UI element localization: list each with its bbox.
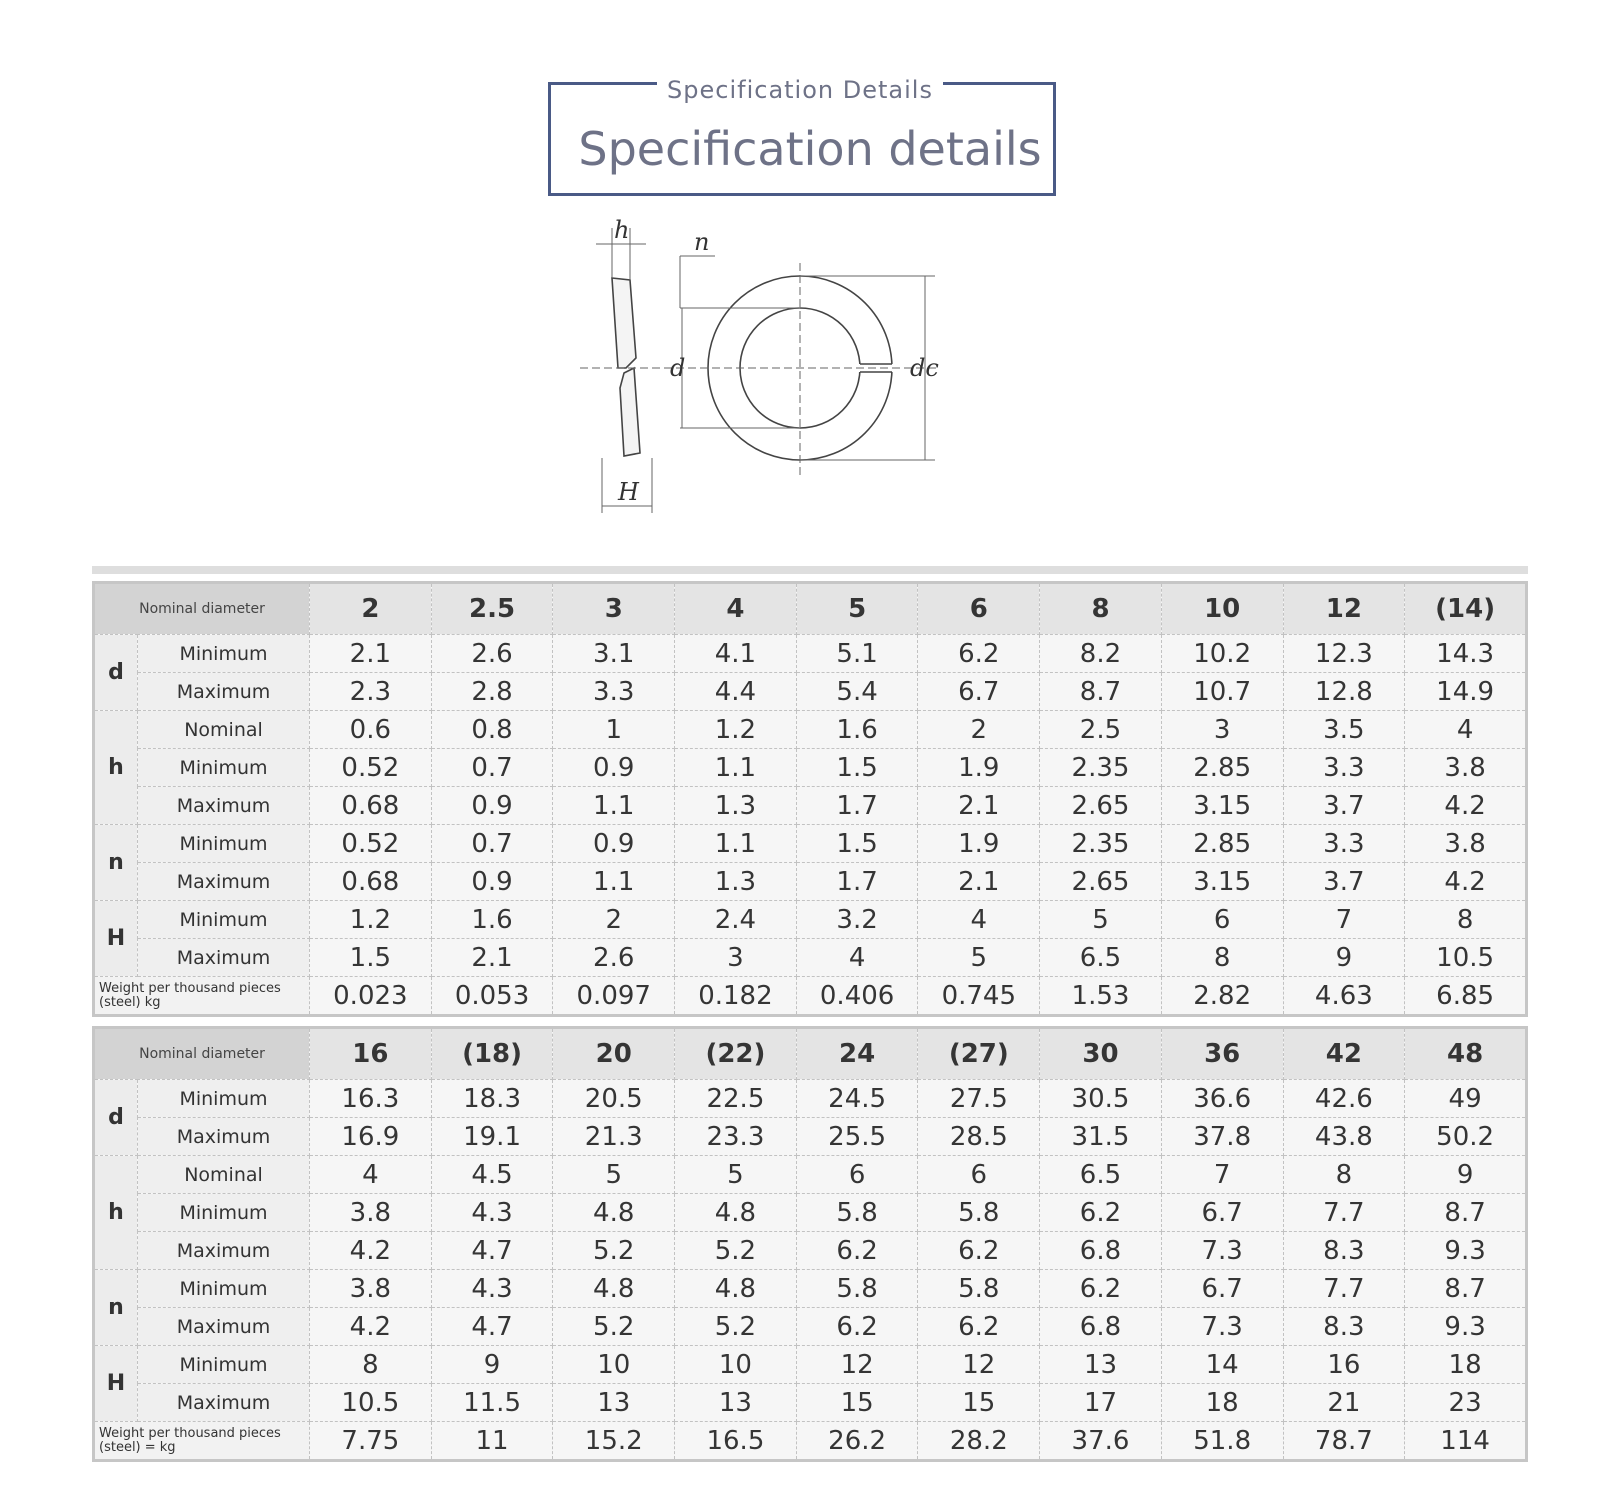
value-cell: 4.5	[431, 1156, 553, 1194]
value-cell: 7	[1283, 901, 1405, 939]
value-cell: 14.9	[1405, 673, 1527, 711]
value-cell: 5.8	[796, 1194, 918, 1232]
row-h-nominal	[94, 1156, 1527, 1194]
value-cell: 49	[1405, 1080, 1527, 1118]
value-cell: 12	[918, 1346, 1040, 1384]
value-cell: 9	[431, 1346, 553, 1384]
sub-label-maximum: Maximum	[138, 863, 310, 901]
value-cell: 18.3	[431, 1080, 553, 1118]
row-n-maximum	[94, 863, 1527, 901]
weight-cell: 0.406	[796, 977, 918, 1016]
diameter-header: 5	[796, 583, 918, 635]
value-cell: 7.7	[1283, 1194, 1405, 1232]
value-cell: 5	[1040, 901, 1162, 939]
value-cell: 3.7	[1283, 863, 1405, 901]
weight-cell: 15.2	[553, 1422, 675, 1461]
value-cell: 3.7	[1283, 787, 1405, 825]
group-label-h: h	[94, 1156, 138, 1270]
value-cell: 6.7	[918, 673, 1040, 711]
value-cell: 2.5	[1040, 711, 1162, 749]
value-cell: 7	[1161, 1156, 1283, 1194]
value-cell: 2	[918, 711, 1040, 749]
value-cell: 3.8	[1405, 825, 1527, 863]
sub-label-minimum: Minimum	[138, 749, 310, 787]
value-cell: 20.5	[553, 1080, 675, 1118]
value-cell: 1.6	[431, 901, 553, 939]
value-cell: 6	[1161, 901, 1283, 939]
group-label-d: d	[94, 635, 138, 711]
value-cell: 4	[310, 1156, 432, 1194]
value-cell: 6.2	[918, 1308, 1040, 1346]
value-cell: 22.5	[675, 1080, 797, 1118]
diameter-header: 36	[1161, 1028, 1283, 1080]
label-h: h	[614, 216, 630, 244]
value-cell: 5	[918, 939, 1040, 977]
value-cell: 1.5	[310, 939, 432, 977]
value-cell: 1	[553, 711, 675, 749]
spec-table-2	[92, 1026, 1528, 1462]
value-cell: 6.7	[1161, 1194, 1283, 1232]
label-H: H	[618, 478, 639, 506]
value-cell: 8.7	[1040, 673, 1162, 711]
value-cell: 21.3	[553, 1118, 675, 1156]
value-cell: 8.3	[1283, 1308, 1405, 1346]
row-weight	[94, 1422, 1527, 1461]
value-cell: 10.7	[1161, 673, 1283, 711]
diameter-header: 2	[310, 583, 432, 635]
value-cell: 1.1	[553, 787, 675, 825]
value-cell: 3.15	[1161, 787, 1283, 825]
sub-label-maximum: Maximum	[138, 1118, 310, 1156]
sub-label-nominal: Nominal	[138, 1156, 310, 1194]
value-cell: 1.9	[918, 749, 1040, 787]
weight-cell: 0.023	[310, 977, 432, 1016]
sub-label-minimum: Minimum	[138, 635, 310, 673]
value-cell: 3.2	[796, 901, 918, 939]
value-cell: 5.2	[553, 1232, 675, 1270]
diameter-header: 6	[918, 583, 1040, 635]
weight-label: Weight per thousand pieces (steel) = kg	[94, 1422, 310, 1461]
value-cell: 2.65	[1040, 863, 1162, 901]
diameter-header: 20	[553, 1028, 675, 1080]
value-cell: 8	[1405, 901, 1527, 939]
value-cell: 6	[796, 1156, 918, 1194]
diameter-header: 30	[1040, 1028, 1162, 1080]
value-cell: 2.35	[1040, 825, 1162, 863]
value-cell: 18	[1161, 1384, 1283, 1422]
value-cell: 14	[1161, 1346, 1283, 1384]
value-cell: 2.35	[1040, 749, 1162, 787]
weight-cell: 78.7	[1283, 1422, 1405, 1461]
value-cell: 8.7	[1405, 1270, 1527, 1308]
sub-label-maximum: Maximum	[138, 1232, 310, 1270]
value-cell: 6.5	[1040, 939, 1162, 977]
value-cell: 21	[1283, 1384, 1405, 1422]
value-cell: 3.15	[1161, 863, 1283, 901]
value-cell: 4	[1405, 711, 1527, 749]
value-cell: 5	[553, 1156, 675, 1194]
value-cell: 25.5	[796, 1118, 918, 1156]
value-cell: 6.2	[796, 1308, 918, 1346]
value-cell: 3	[1161, 711, 1283, 749]
value-cell: 3.8	[1405, 749, 1527, 787]
group-label-h: h	[94, 711, 138, 825]
value-cell: 1.2	[310, 901, 432, 939]
sub-label-minimum: Minimum	[138, 825, 310, 863]
weight-cell: 0.097	[553, 977, 675, 1016]
value-cell: 6.7	[1161, 1270, 1283, 1308]
value-cell: 2.1	[918, 863, 1040, 901]
value-cell: 3.3	[553, 673, 675, 711]
value-cell: 16.9	[310, 1118, 432, 1156]
value-cell: 5.8	[796, 1270, 918, 1308]
value-cell: 12	[796, 1346, 918, 1384]
weight-cell: 0.053	[431, 977, 553, 1016]
value-cell: 2.4	[675, 901, 797, 939]
value-cell: 6.2	[918, 1232, 1040, 1270]
value-cell: 6.5	[1040, 1156, 1162, 1194]
value-cell: 1.1	[675, 825, 797, 863]
value-cell: 15	[796, 1384, 918, 1422]
value-cell: 4.7	[431, 1308, 553, 1346]
label-dc: dc	[910, 354, 939, 382]
value-cell: 8	[1283, 1156, 1405, 1194]
diameter-header: (14)	[1405, 583, 1527, 635]
sub-label-minimum: Minimum	[138, 901, 310, 939]
weight-cell: 51.8	[1161, 1422, 1283, 1461]
page-subtitle: Specification Details	[0, 76, 1600, 104]
value-cell: 4.1	[675, 635, 797, 673]
value-cell: 13	[1040, 1346, 1162, 1384]
value-cell: 4.7	[431, 1232, 553, 1270]
diameter-header: 48	[1405, 1028, 1527, 1080]
value-cell: 1.3	[675, 787, 797, 825]
value-cell: 11.5	[431, 1384, 553, 1422]
value-cell: 13	[553, 1384, 675, 1422]
value-cell: 4.2	[310, 1308, 432, 1346]
value-cell: 13	[675, 1384, 797, 1422]
value-cell: 3.5	[1283, 711, 1405, 749]
value-cell: 23.3	[675, 1118, 797, 1156]
value-cell: 2.85	[1161, 749, 1283, 787]
value-cell: 0.9	[553, 825, 675, 863]
group-label-H: H	[94, 901, 138, 977]
value-cell: 6.2	[918, 635, 1040, 673]
value-cell: 5.8	[918, 1270, 1040, 1308]
row-H-minimum	[94, 901, 1527, 939]
row-n-minimum	[94, 1270, 1527, 1308]
value-cell: 31.5	[1040, 1118, 1162, 1156]
sub-label-minimum: Minimum	[138, 1346, 310, 1384]
weight-cell: 37.6	[1040, 1422, 1162, 1461]
row-n-maximum	[94, 1308, 1527, 1346]
diameter-header: 8	[1040, 583, 1162, 635]
diameter-header: (18)	[431, 1028, 553, 1080]
value-cell: 5.4	[796, 673, 918, 711]
weight-cell: 28.2	[918, 1422, 1040, 1461]
value-cell: 2.1	[310, 635, 432, 673]
label-n: n	[694, 228, 710, 256]
value-cell: 6.8	[1040, 1308, 1162, 1346]
value-cell: 0.7	[431, 749, 553, 787]
sub-label-minimum: Minimum	[138, 1194, 310, 1232]
value-cell: 0.9	[431, 863, 553, 901]
value-cell: 4.2	[310, 1232, 432, 1270]
value-cell: 3.3	[1283, 749, 1405, 787]
value-cell: 7.3	[1161, 1232, 1283, 1270]
value-cell: 5.2	[675, 1232, 797, 1270]
row-H-minimum	[94, 1346, 1527, 1384]
value-cell: 0.7	[431, 825, 553, 863]
sub-label-maximum: Maximum	[138, 673, 310, 711]
value-cell: 37.8	[1161, 1118, 1283, 1156]
sub-label-minimum: Minimum	[138, 1080, 310, 1118]
value-cell: 8	[1161, 939, 1283, 977]
diameter-header: 12	[1283, 583, 1405, 635]
value-cell: 1.2	[675, 711, 797, 749]
value-cell: 4.4	[675, 673, 797, 711]
value-cell: 0.68	[310, 863, 432, 901]
value-cell: 24.5	[796, 1080, 918, 1118]
value-cell: 1.1	[675, 749, 797, 787]
row-d-minimum	[94, 1080, 1527, 1118]
value-cell: 2.3	[310, 673, 432, 711]
value-cell: 10.5	[310, 1384, 432, 1422]
value-cell: 2	[553, 901, 675, 939]
value-cell: 2.1	[918, 787, 1040, 825]
value-cell: 50.2	[1405, 1118, 1527, 1156]
weight-cell: 11	[431, 1422, 553, 1461]
value-cell: 8.3	[1283, 1232, 1405, 1270]
nominal-diameter-label: Nominal diameter	[94, 1028, 310, 1080]
value-cell: 2.85	[1161, 825, 1283, 863]
value-cell: 14.3	[1405, 635, 1527, 673]
sub-label-nominal: Nominal	[138, 711, 310, 749]
spec-table-1	[92, 581, 1528, 1017]
row-h-maximum	[94, 787, 1527, 825]
value-cell: 4.8	[553, 1194, 675, 1232]
weight-cell: 0.182	[675, 977, 797, 1016]
table-top-rule	[92, 566, 1528, 574]
sub-label-maximum: Maximum	[138, 787, 310, 825]
value-cell: 6.8	[1040, 1232, 1162, 1270]
value-cell: 2.6	[553, 939, 675, 977]
sub-label-maximum: Maximum	[138, 1384, 310, 1422]
sub-label-maximum: Maximum	[138, 1308, 310, 1346]
value-cell: 19.1	[431, 1118, 553, 1156]
weight-cell: 0.745	[918, 977, 1040, 1016]
weight-label: Weight per thousand pieces (steel) kg	[94, 977, 310, 1016]
value-cell: 4	[796, 939, 918, 977]
row-H-maximum	[94, 1384, 1527, 1422]
value-cell: 3.1	[553, 635, 675, 673]
value-cell: 2.6	[431, 635, 553, 673]
value-cell: 0.68	[310, 787, 432, 825]
value-cell: 27.5	[918, 1080, 1040, 1118]
value-cell: 1.5	[796, 749, 918, 787]
weight-cell: 26.2	[796, 1422, 918, 1461]
value-cell: 23	[1405, 1384, 1527, 1422]
value-cell: 2.8	[431, 673, 553, 711]
value-cell: 10	[675, 1346, 797, 1384]
value-cell: 1.7	[796, 787, 918, 825]
value-cell: 28.5	[918, 1118, 1040, 1156]
weight-cell: 1.53	[1040, 977, 1162, 1016]
value-cell: 4.2	[1405, 863, 1527, 901]
value-cell: 15	[918, 1384, 1040, 1422]
weight-cell: 7.75	[310, 1422, 432, 1461]
value-cell: 4.2	[1405, 787, 1527, 825]
value-cell: 36.6	[1161, 1080, 1283, 1118]
value-cell: 0.9	[431, 787, 553, 825]
sub-label-maximum: Maximum	[138, 939, 310, 977]
row-H-maximum	[94, 939, 1527, 977]
diameter-header: (27)	[918, 1028, 1040, 1080]
diameter-header: 3	[553, 583, 675, 635]
value-cell: 8.7	[1405, 1194, 1527, 1232]
value-cell: 4.3	[431, 1270, 553, 1308]
value-cell: 4.8	[675, 1270, 797, 1308]
value-cell: 4.8	[675, 1194, 797, 1232]
value-cell: 2.1	[431, 939, 553, 977]
page-title: Specification details	[578, 122, 1042, 176]
value-cell: 3	[675, 939, 797, 977]
group-label-d: d	[94, 1080, 138, 1156]
group-label-n: n	[94, 1270, 138, 1346]
weight-cell: 114	[1405, 1422, 1527, 1461]
row-d-maximum	[94, 673, 1527, 711]
diameter-header: 24	[796, 1028, 918, 1080]
value-cell: 3.3	[1283, 825, 1405, 863]
group-label-n: n	[94, 825, 138, 901]
value-cell: 0.52	[310, 749, 432, 787]
value-cell: 16.3	[310, 1080, 432, 1118]
value-cell: 9	[1405, 1156, 1527, 1194]
row-h-minimum	[94, 749, 1527, 787]
value-cell: 0.6	[310, 711, 432, 749]
diameter-header: 10	[1161, 583, 1283, 635]
label-d: d	[670, 354, 686, 382]
diameter-header: 16	[310, 1028, 432, 1080]
value-cell: 5.8	[918, 1194, 1040, 1232]
value-cell: 8.2	[1040, 635, 1162, 673]
sub-label-minimum: Minimum	[138, 1270, 310, 1308]
value-cell: 1.9	[918, 825, 1040, 863]
row-h-minimum	[94, 1194, 1527, 1232]
value-cell: 5.2	[553, 1308, 675, 1346]
value-cell: 6.2	[1040, 1270, 1162, 1308]
group-label-H: H	[94, 1346, 138, 1422]
row-h-maximum	[94, 1232, 1527, 1270]
value-cell: 3.8	[310, 1194, 432, 1232]
weight-cell: 4.63	[1283, 977, 1405, 1016]
value-cell: 4	[918, 901, 1040, 939]
value-cell: 12.3	[1283, 635, 1405, 673]
value-cell: 5.2	[675, 1308, 797, 1346]
value-cell: 18	[1405, 1346, 1527, 1384]
value-cell: 7.3	[1161, 1308, 1283, 1346]
value-cell: 3.8	[310, 1270, 432, 1308]
nominal-diameter-label: Nominal diameter	[94, 583, 310, 635]
row-d-maximum	[94, 1118, 1527, 1156]
value-cell: 9	[1283, 939, 1405, 977]
value-cell: 4.8	[553, 1270, 675, 1308]
row-weight	[94, 977, 1527, 1016]
value-cell: 43.8	[1283, 1118, 1405, 1156]
value-cell: 0.52	[310, 825, 432, 863]
value-cell: 5	[675, 1156, 797, 1194]
diameter-header: 2.5	[431, 583, 553, 635]
value-cell: 1.7	[796, 863, 918, 901]
value-cell: 4.3	[431, 1194, 553, 1232]
value-cell: 6.2	[796, 1232, 918, 1270]
row-h-nominal	[94, 711, 1527, 749]
value-cell: 10	[553, 1346, 675, 1384]
diameter-header: 4	[675, 583, 797, 635]
header-row	[94, 1028, 1527, 1080]
value-cell: 6.2	[1040, 1194, 1162, 1232]
spring-washer-diagram	[560, 208, 1000, 538]
value-cell: 16	[1283, 1346, 1405, 1384]
value-cell: 8	[310, 1346, 432, 1384]
value-cell: 1.1	[553, 863, 675, 901]
value-cell: 10.5	[1405, 939, 1527, 977]
row-d-minimum	[94, 635, 1527, 673]
value-cell: 9.3	[1405, 1308, 1527, 1346]
value-cell: 0.8	[431, 711, 553, 749]
header-row	[94, 583, 1527, 635]
diameter-header: (22)	[675, 1028, 797, 1080]
row-n-minimum	[94, 825, 1527, 863]
weight-cell: 2.82	[1161, 977, 1283, 1016]
value-cell: 5.1	[796, 635, 918, 673]
weight-cell: 16.5	[675, 1422, 797, 1461]
diameter-header: 42	[1283, 1028, 1405, 1080]
value-cell: 7.7	[1283, 1270, 1405, 1308]
weight-cell: 6.85	[1405, 977, 1527, 1016]
value-cell: 6	[918, 1156, 1040, 1194]
value-cell: 2.65	[1040, 787, 1162, 825]
value-cell: 9.3	[1405, 1232, 1527, 1270]
value-cell: 1.5	[796, 825, 918, 863]
value-cell: 42.6	[1283, 1080, 1405, 1118]
value-cell: 1.3	[675, 863, 797, 901]
value-cell: 17	[1040, 1384, 1162, 1422]
value-cell: 0.9	[553, 749, 675, 787]
value-cell: 12.8	[1283, 673, 1405, 711]
value-cell: 10.2	[1161, 635, 1283, 673]
value-cell: 1.6	[796, 711, 918, 749]
value-cell: 30.5	[1040, 1080, 1162, 1118]
